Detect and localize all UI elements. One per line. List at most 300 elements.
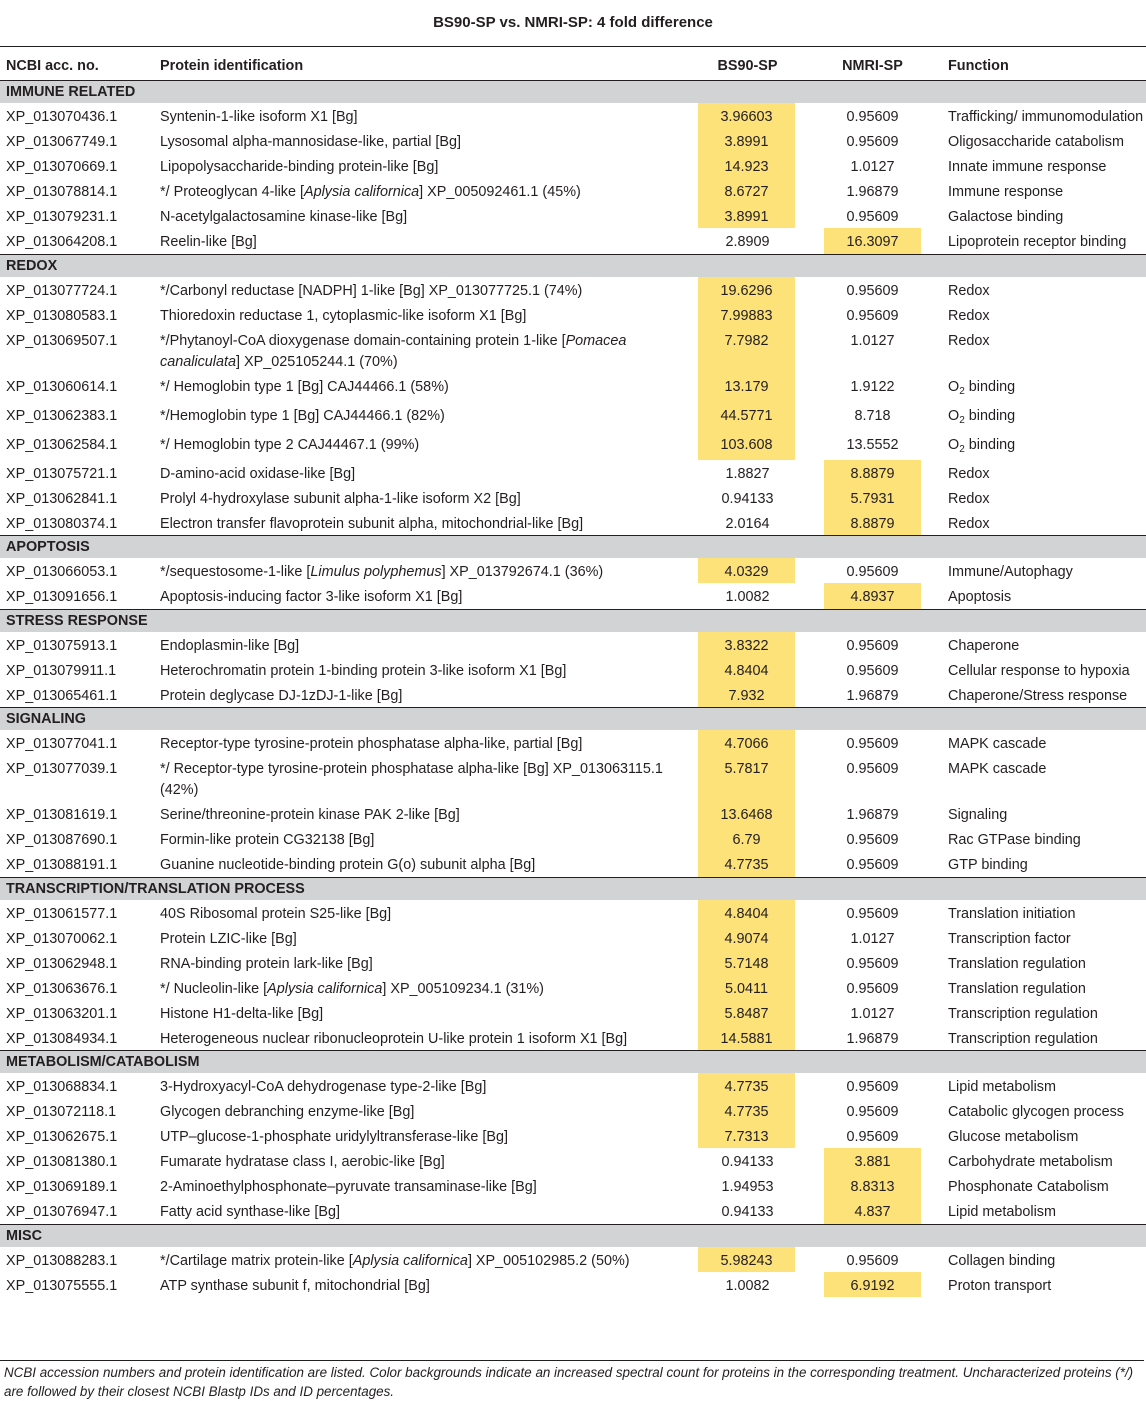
nmri-value-cell — [797, 558, 948, 583]
table-row — [0, 327, 1146, 373]
bs90-value: 5.8487 — [698, 1000, 795, 1025]
accession-cell: XP_013076947.1 — [6, 1204, 118, 1220]
nmri-value: 0.95609 — [846, 1129, 899, 1145]
section-header — [0, 254, 1146, 277]
table-row — [0, 510, 1146, 536]
table-row — [0, 1098, 1146, 1123]
bs90-value: 4.7066 — [698, 730, 795, 755]
accession-cell: XP_013077039.1 — [6, 761, 118, 777]
bs90-value: 7.99883 — [698, 302, 795, 327]
nmri-value: 1.0127 — [850, 159, 895, 175]
bs90-value: 0.94133 — [721, 1154, 774, 1170]
bs90-value: 5.98243 — [698, 1247, 795, 1272]
table-row — [0, 485, 1146, 510]
protein-cell: Fatty acid synthase-like [Bg] — [160, 1204, 340, 1220]
bs90-value-cell — [698, 103, 797, 128]
bs90-value-cell — [698, 558, 797, 583]
bs90-value: 4.0329 — [698, 558, 795, 583]
nmri-value-cell — [797, 1198, 948, 1224]
table-row — [0, 1247, 1146, 1272]
accession-cell: XP_013080583.1 — [6, 307, 118, 324]
bs90-value-cell — [698, 975, 797, 1000]
bs90-value: 4.7735 — [698, 1073, 795, 1098]
nmri-value-cell — [797, 510, 948, 536]
accession-cell: XP_013088191.1 — [6, 857, 118, 873]
protein-cell: */ Hemoglobin type 1 [Bg] CAJ44466.1 (58%) — [160, 378, 449, 395]
table-row — [0, 1272, 1146, 1297]
protein-cell: */Hemoglobin type 1 [Bg] CAJ44466.1 (82%) — [160, 407, 445, 424]
bs90-value: 3.96603 — [698, 103, 795, 128]
section-label: REDOX — [0, 254, 1146, 277]
function-cell: Lipid metabolism — [948, 1204, 1056, 1220]
nmri-value: 0.95609 — [846, 736, 899, 752]
section-label: APOPTOSIS — [0, 536, 1146, 559]
protein-cell: 2-Aminoethylphosphonate–pyruvate transaminase-like [Bg] — [160, 1179, 537, 1195]
protein-cell: Heterochromatin protein 1-binding protein 3-like isoform X1 [Bg] — [160, 662, 567, 679]
accession-cell: XP_013064208.1 — [6, 234, 118, 250]
accession-cell: XP_013070436.1 — [6, 109, 118, 125]
protein-cell: Protein deglycase DJ-1zDJ-1-like [Bg] — [160, 687, 403, 704]
bs90-value: 5.7148 — [698, 950, 795, 975]
accession-cell: XP_013081380.1 — [6, 1154, 118, 1170]
bs90-value: 1.94953 — [721, 1179, 774, 1195]
table-row — [0, 826, 1146, 851]
nmri-value-cell — [797, 1247, 948, 1272]
function-cell: Trafficking/ immunomodulation — [948, 109, 1144, 125]
function-cell: Oligosaccharide catabolism — [948, 134, 1124, 150]
accession-cell: XP_013065461.1 — [6, 687, 118, 704]
bs90-value-cell — [698, 1025, 797, 1051]
bs90-value-cell — [698, 583, 797, 609]
protein-cell: */Carbonyl reductase [NADPH] 1-like [Bg] XP_013077725.1 (74%) — [160, 282, 583, 299]
function-cell: $O_2$ binding — [948, 436, 1016, 455]
accession-cell: XP_013075721.1 — [6, 465, 118, 482]
section-label: STRESS RESPONSE — [0, 609, 1146, 632]
table-row — [0, 657, 1146, 682]
protein-cell: Formin-like protein CG32138 [Bg] — [160, 832, 375, 848]
function-cell: Transcription regulation — [948, 1030, 1098, 1047]
nmri-value-cell — [797, 950, 948, 975]
nmri-value-cell — [797, 302, 948, 327]
bs90-value: 3.8991 — [698, 128, 795, 153]
protein-cell: Endoplasmin-like [Bg] — [160, 637, 300, 654]
protein-cell: Lysosomal alpha-mannosidase-like, partial [Bg] — [160, 134, 462, 150]
nmri-value-cell — [797, 801, 948, 826]
function-cell: Redox — [948, 307, 990, 324]
protein-cell: Guanine nucleotide-binding protein G(o) subunit alpha [Bg] — [160, 857, 536, 873]
accession-cell: XP_013069507.1 — [6, 332, 118, 349]
bs90-value: 13.179 — [698, 373, 795, 402]
col-header-function: Function — [948, 52, 1146, 81]
protein-cell: D-amino-acid oxidase-like [Bg] — [160, 465, 356, 482]
bs90-value-cell — [698, 277, 797, 302]
nmri-value: 1.9122 — [850, 378, 895, 395]
function-cell: $O_2$ binding — [948, 407, 1016, 426]
section-header — [0, 1224, 1146, 1247]
nmri-value-cell — [797, 826, 948, 851]
bs90-value-cell — [698, 851, 797, 877]
nmri-value-cell — [797, 1148, 948, 1173]
table-row — [0, 583, 1146, 609]
nmri-value-cell — [797, 153, 948, 178]
protein-cell: Histone H1-delta-like [Bg] — [160, 1005, 324, 1022]
bs90-value-cell — [698, 657, 797, 682]
function-cell: Signaling — [948, 807, 1008, 823]
protein-cell: Glycogen debranching enzyme-like [Bg] — [160, 1104, 415, 1120]
section-label: METABOLISM/CATABOLISM — [0, 1051, 1146, 1074]
nmri-value: 0.95609 — [846, 209, 899, 225]
bs90-value: 4.7735 — [698, 1098, 795, 1123]
nmri-value: 8.8879 — [824, 460, 921, 485]
bs90-value: 1.0082 — [725, 1277, 770, 1294]
bs90-value: 7.932 — [698, 682, 795, 708]
nmri-value-cell — [797, 203, 948, 228]
function-cell: Innate immune response — [948, 159, 1107, 175]
col-header-nmri: NMRI-SP — [797, 52, 948, 81]
accession-cell: XP_013080374.1 — [6, 515, 118, 532]
nmri-value-cell — [797, 1073, 948, 1098]
nmri-value-cell — [797, 1098, 948, 1123]
bs90-value-cell — [698, 900, 797, 925]
table-row — [0, 1148, 1146, 1173]
protein-cell: Protein LZIC-like [Bg] — [160, 930, 297, 947]
function-cell: Galactose binding — [948, 209, 1064, 225]
section-label: IMMUNE RELATED — [0, 81, 1146, 104]
nmri-value-cell — [797, 851, 948, 877]
bs90-value-cell — [698, 1000, 797, 1025]
accession-cell: XP_013060614.1 — [6, 378, 118, 395]
accession-cell: XP_013077724.1 — [6, 282, 118, 299]
protein-cell: Serine/threonine-protein kinase PAK 2-like [Bg] — [160, 807, 460, 823]
nmri-value-cell — [797, 583, 948, 609]
function-cell: Carbohydrate metabolism — [948, 1154, 1113, 1170]
accession-cell: XP_013078814.1 — [6, 184, 118, 200]
function-cell: Chaperone/Stress response — [948, 687, 1128, 704]
table-row — [0, 277, 1146, 302]
bs90-value-cell — [698, 178, 797, 203]
protein-cell: Lipopolysaccharide-binding protein-like [Bg] — [160, 159, 439, 175]
nmri-value: 0.95609 — [846, 955, 899, 972]
bs90-value-cell — [698, 460, 797, 485]
section-header — [0, 536, 1146, 559]
function-cell: MAPK cascade — [948, 761, 1047, 777]
protein-cell: RNA-binding protein lark-like [Bg] — [160, 955, 373, 972]
nmri-value: 8.8879 — [824, 510, 921, 536]
nmri-value-cell — [797, 1173, 948, 1198]
accession-cell: XP_013075913.1 — [6, 637, 118, 654]
bs90-value: 4.9074 — [698, 925, 795, 950]
accession-cell: XP_013070669.1 — [6, 159, 118, 175]
nmri-value: 0.95609 — [846, 832, 899, 848]
protein-cell: Heterogeneous nuclear ribonucleoprotein U-like protein 1 isoform X1 [Bg] — [160, 1030, 628, 1047]
col-header-protein: Protein identification — [160, 52, 698, 81]
accession-cell: XP_013077041.1 — [6, 736, 118, 752]
title-rule — [0, 46, 1146, 47]
section-header — [0, 708, 1146, 731]
bs90-value: 3.8991 — [698, 203, 795, 228]
nmri-value: 1.96879 — [846, 807, 899, 823]
accession-cell: XP_013079231.1 — [6, 209, 118, 225]
protein-cell: */Cartilage matrix protein-like [Aplysia californica] XP_005102985.2 (50%) — [160, 1252, 630, 1269]
function-cell: Redox — [948, 490, 990, 507]
nmri-value-cell — [797, 277, 948, 302]
nmri-value: 0.95609 — [846, 905, 899, 922]
nmri-value-cell — [797, 975, 948, 1000]
protein-cell: 40S Ribosomal protein S25-like [Bg] — [160, 905, 392, 922]
nmri-value: 0.95609 — [846, 637, 899, 654]
bs90-value-cell — [698, 1123, 797, 1148]
protein-cell: */sequestosome-1-like [Limulus polyphemus] XP_013792674.1 (36%) — [160, 564, 604, 580]
table-row — [0, 975, 1146, 1000]
bs90-value-cell — [698, 302, 797, 327]
function-cell: Redox — [948, 282, 990, 299]
nmri-value: 8.718 — [854, 407, 891, 424]
nmri-value: 1.96879 — [846, 1030, 899, 1047]
function-cell: Proton transport — [948, 1277, 1052, 1294]
nmri-value: 1.0127 — [850, 1005, 895, 1022]
bs90-value-cell — [698, 1272, 797, 1297]
bs90-value-cell — [698, 153, 797, 178]
function-cell: Collagen binding — [948, 1252, 1056, 1269]
nmri-value: 1.0127 — [850, 930, 895, 947]
function-cell: Lipid metabolism — [948, 1079, 1056, 1095]
bs90-value: 5.7817 — [698, 755, 795, 801]
table-row — [0, 128, 1146, 153]
bs90-value-cell — [698, 1198, 797, 1224]
function-cell: Redox — [948, 515, 990, 532]
accession-cell: XP_013075555.1 — [6, 1277, 118, 1294]
bs90-value-cell — [698, 431, 797, 460]
table-row — [0, 801, 1146, 826]
table-row — [0, 302, 1146, 327]
table-row — [0, 1025, 1146, 1051]
nmri-value-cell — [797, 730, 948, 755]
accession-cell: XP_013087690.1 — [6, 832, 118, 848]
bs90-value-cell — [698, 925, 797, 950]
protein-cell: */ Receptor-type tyrosine-protein phosphatase alpha-like [Bg] XP_013063115.1 (42%) — [160, 761, 663, 798]
function-cell: MAPK cascade — [948, 736, 1047, 752]
nmri-value-cell — [797, 327, 948, 373]
table-row — [0, 682, 1146, 708]
nmri-value-cell — [797, 755, 948, 801]
table-row — [0, 203, 1146, 228]
nmri-value: 0.95609 — [846, 1079, 899, 1095]
protein-cell: Fumarate hydratase class I, aerobic-like [Bg] — [160, 1154, 445, 1170]
bs90-value: 1.8827 — [725, 465, 770, 482]
bs90-value: 19.6296 — [698, 277, 795, 302]
protein-cell: Reelin-like [Bg] — [160, 234, 257, 250]
bs90-value-cell — [698, 485, 797, 510]
bs90-value: 14.923 — [698, 153, 795, 178]
protein-cell: Electron transfer flavoprotein subunit alpha, mitochondrial-like [Bg] — [160, 515, 584, 532]
nmri-value-cell — [797, 682, 948, 708]
col-header-acc: NCBI acc. no. — [0, 52, 160, 81]
nmri-value-cell — [797, 228, 948, 254]
bs90-value-cell — [698, 1148, 797, 1173]
protein-cell: ATP synthase subunit f, mitochondrial [Bg] — [160, 1277, 430, 1294]
function-cell: Redox — [948, 465, 990, 482]
nmri-value: 5.7931 — [824, 485, 921, 510]
bs90-value-cell — [698, 826, 797, 851]
bs90-value: 14.5881 — [698, 1025, 795, 1051]
table-row — [0, 153, 1146, 178]
bs90-value: 103.608 — [698, 431, 795, 460]
nmri-value: 16.3097 — [824, 228, 921, 254]
table-row — [0, 730, 1146, 755]
header-row — [0, 52, 1146, 81]
bs90-value-cell — [698, 730, 797, 755]
nmri-value: 1.96879 — [846, 687, 899, 704]
protein-cell: Prolyl 4-hydroxylase subunit alpha-1-like isoform X2 [Bg] — [160, 490, 521, 507]
accession-cell: XP_013069189.1 — [6, 1179, 118, 1195]
nmri-value: 4.8937 — [824, 583, 921, 609]
function-cell: Lipoprotein receptor binding — [948, 234, 1127, 250]
bs90-value-cell — [698, 1098, 797, 1123]
accession-cell: XP_013072118.1 — [6, 1104, 117, 1120]
bs90-value-cell — [698, 1247, 797, 1272]
nmri-value: 6.9192 — [824, 1272, 921, 1297]
function-cell: Transcription regulation — [948, 1005, 1098, 1022]
nmri-value: 0.95609 — [846, 1252, 899, 1269]
protein-cell: Syntenin-1-like isoform X1 [Bg] — [160, 109, 358, 125]
bs90-value-cell — [698, 755, 797, 801]
protein-cell: 3-Hydroxyacyl-CoA dehydrogenase type-2-like [Bg] — [160, 1079, 487, 1095]
table-row — [0, 851, 1146, 877]
accession-cell: XP_013062841.1 — [6, 490, 118, 507]
nmri-value: 1.96879 — [846, 184, 899, 200]
table-row — [0, 228, 1146, 254]
bs90-value-cell — [698, 1073, 797, 1098]
nmri-value-cell — [797, 103, 948, 128]
function-cell: Catabolic glycogen process — [948, 1104, 1124, 1120]
accession-cell: XP_013062675.1 — [6, 1129, 118, 1145]
accession-cell: XP_013088283.1 — [6, 1252, 118, 1269]
bs90-value: 44.5771 — [698, 402, 795, 431]
table-row — [0, 755, 1146, 801]
function-cell: GTP binding — [948, 857, 1028, 873]
function-cell: Rac GTPase binding — [948, 832, 1081, 848]
nmri-value-cell — [797, 657, 948, 682]
protein-cell: */ Proteoglycan 4-like [Aplysia californica] XP_005092461.1 (45%) — [160, 184, 581, 200]
nmri-value: 8.8313 — [824, 1173, 921, 1198]
section-header — [0, 877, 1146, 900]
nmri-value-cell — [797, 431, 948, 460]
bs90-value: 4.8404 — [698, 657, 795, 682]
nmri-value-cell — [797, 1123, 948, 1148]
bs90-value: 1.0082 — [725, 589, 770, 605]
protein-cell: Receptor-type tyrosine-protein phosphatase alpha-like, partial [Bg] — [160, 736, 583, 752]
function-cell: Immune response — [948, 184, 1064, 200]
accession-cell: XP_013063676.1 — [6, 980, 118, 997]
table-row — [0, 1000, 1146, 1025]
nmri-value-cell — [797, 402, 948, 431]
bs90-value: 7.7982 — [698, 327, 795, 373]
bs90-value: 7.7313 — [698, 1123, 795, 1148]
table-body — [0, 81, 1146, 1297]
function-cell: Cellular response to hypoxia — [948, 662, 1130, 679]
table-row — [0, 950, 1146, 975]
bs90-value: 5.0411 — [698, 975, 795, 1000]
table-row — [0, 178, 1146, 203]
nmri-value: 0.95609 — [846, 307, 899, 324]
protein-table — [0, 52, 1146, 1297]
function-cell: $O_2$ binding — [948, 378, 1016, 397]
table-row — [0, 1073, 1146, 1098]
bs90-value: 4.8404 — [698, 900, 795, 925]
function-cell: Phosphonate Catabolism — [948, 1179, 1109, 1195]
accession-cell: XP_013066053.1 — [6, 564, 118, 580]
function-cell: Chaperone — [948, 637, 1020, 654]
bs90-value: 0.94133 — [721, 490, 774, 507]
bs90-value: 2.0164 — [725, 515, 770, 532]
section-header — [0, 609, 1146, 632]
protein-cell: */ Nucleolin-like [Aplysia californica] XP_005109234.1 (31%) — [160, 980, 544, 997]
nmri-value: 4.837 — [824, 1198, 921, 1224]
nmri-value-cell — [797, 178, 948, 203]
table-row — [0, 558, 1146, 583]
nmri-value: 0.95609 — [846, 282, 899, 299]
section-label: SIGNALING — [0, 708, 1146, 731]
protein-cell: Thioredoxin reductase 1, cytoplasmic-like isoform X1 [Bg] — [160, 307, 527, 324]
table-row — [0, 925, 1146, 950]
bs90-value-cell — [698, 228, 797, 254]
nmri-value: 0.95609 — [846, 1104, 899, 1120]
function-cell: Translation regulation — [948, 980, 1086, 997]
nmri-value-cell — [797, 900, 948, 925]
function-cell: Translation regulation — [948, 955, 1086, 972]
accession-cell: XP_013081619.1 — [6, 807, 118, 823]
accession-cell: XP_013061577.1 — [6, 905, 118, 922]
protein-cell: */ Hemoglobin type 2 CAJ44467.1 (99%) — [160, 436, 420, 453]
table-row — [0, 373, 1146, 402]
nmri-value: 0.95609 — [846, 134, 899, 150]
bs90-value: 3.8322 — [698, 632, 795, 657]
bs90-value-cell — [698, 801, 797, 826]
nmri-value: 0.95609 — [846, 980, 899, 997]
section-header — [0, 1051, 1146, 1074]
nmri-value-cell — [797, 460, 948, 485]
bs90-value: 8.6727 — [698, 178, 795, 203]
bs90-value-cell — [698, 1173, 797, 1198]
nmri-value: 0.95609 — [846, 109, 899, 125]
table-row — [0, 103, 1146, 128]
bs90-value-cell — [698, 632, 797, 657]
bs90-value-cell — [698, 950, 797, 975]
protein-cell: Apoptosis-inducing factor 3-like isoform X1 [Bg] — [160, 589, 463, 605]
function-cell: Glucose metabolism — [948, 1129, 1079, 1145]
nmri-value-cell — [797, 485, 948, 510]
bs90-value: 4.7735 — [698, 851, 795, 877]
bs90-value-cell — [698, 128, 797, 153]
nmri-value-cell — [797, 1272, 948, 1297]
function-cell: Translation initiation — [948, 905, 1076, 922]
function-cell: Transcription factor — [948, 930, 1071, 947]
accession-cell: XP_013062584.1 — [6, 436, 118, 453]
bs90-value: 0.94133 — [721, 1204, 774, 1220]
nmri-value: 0.95609 — [846, 662, 899, 679]
table-row — [0, 402, 1146, 431]
function-cell: Apoptosis — [948, 589, 1012, 605]
table-row — [0, 460, 1146, 485]
bs90-value-cell — [698, 682, 797, 708]
accession-cell: XP_013068834.1 — [6, 1079, 118, 1095]
nmri-value-cell — [797, 373, 948, 402]
accession-cell: XP_013079911.1 — [6, 662, 117, 679]
bs90-value: 6.79 — [698, 826, 795, 851]
accession-cell: XP_013070062.1 — [6, 930, 118, 947]
bs90-value: 13.6468 — [698, 801, 795, 826]
table-row — [0, 431, 1146, 460]
